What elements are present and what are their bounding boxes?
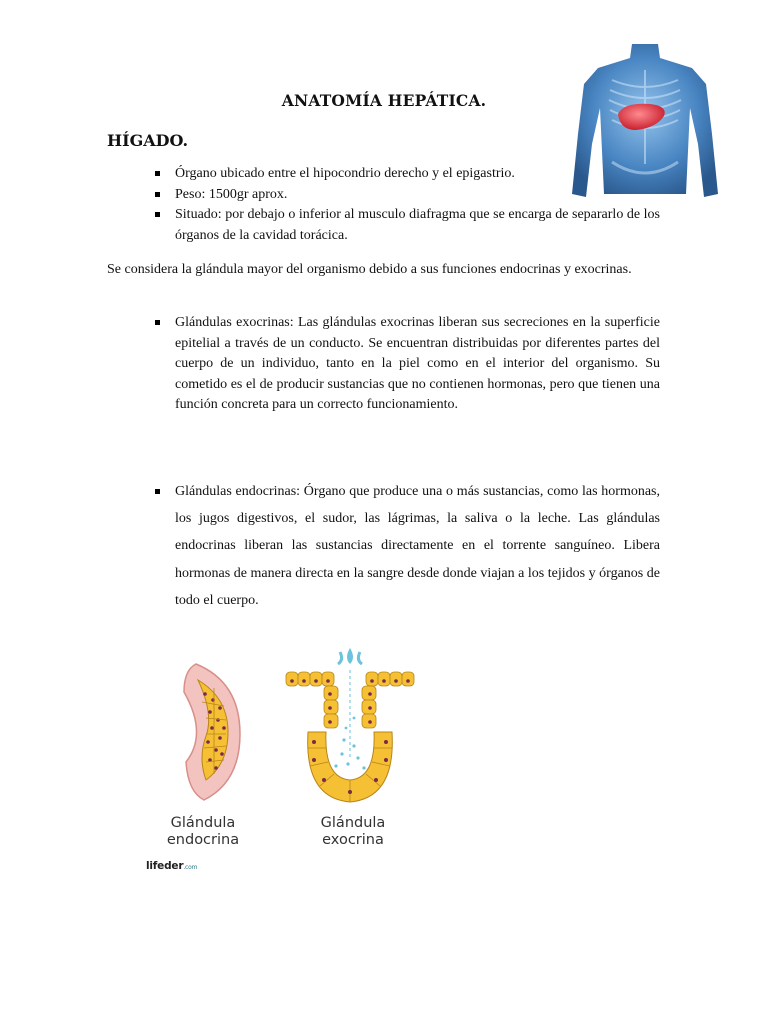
endocrine-list <box>153 478 660 614</box>
list-item: Peso: 1500gr aprox. <box>153 185 660 206</box>
caption-line: exocrina <box>322 832 384 848</box>
exocrine-gland-illustration <box>284 648 416 804</box>
caption-line: Glándula <box>170 815 236 831</box>
caption-line: endocrina <box>166 832 240 848</box>
caption-line: Glándula <box>320 815 386 831</box>
gland-intro-paragraph: Se considera la glándula mayor del organismo debido a sus funciones endocrinas y exocrinas. <box>107 262 632 277</box>
endocrine-gland-illustration <box>178 662 248 802</box>
lifeder-logo <box>146 860 197 872</box>
logo-text: lifeder <box>146 860 184 872</box>
document-title: ANATOMÍA HEPÁTICA. <box>281 91 487 110</box>
list-item: Órgano ubicado entre el hipocondrio derecho y el epigastrio. <box>153 164 660 185</box>
endocrine-caption <box>150 815 256 849</box>
exocrine-list <box>153 313 660 416</box>
list-item: Glándulas exocrinas: Las glándulas exocrinas liberan sus secreciones en la superficie epitelial a través de un conducto. Se encuentran distribuidas por diferentes partes del cuerpo de un individuo, tanto en la piel como en el interior del organismo. Su cometido es el de producir sustancias que no contienen hormonas, pero que tienen una función concreta para un correcto funcionamiento. <box>153 313 660 416</box>
list-item: Situado: por debajo o inferior al musculo diafragma que se encarga de separarlo de los órganos de la cavidad torácica. <box>153 205 660 246</box>
liver-facts-list <box>153 164 660 246</box>
list-item: Glándulas endocrinas: Órgano que produce una o más sustancias, como las hormonas, los jugos digestivos, el sudor, las lágrimas, la saliva o la leche. Las glándulas endocrinas liberan las sustancias directamente en el torrente sanguíneo. Libera hormonas de manera directa en la sangre desde donde viajan a los tejidos y órganos de todo el cuerpo. <box>153 478 660 614</box>
logo-suffix: .com <box>183 864 198 871</box>
exocrine-caption <box>298 815 408 849</box>
section-heading: HÍGADO. <box>107 131 189 150</box>
